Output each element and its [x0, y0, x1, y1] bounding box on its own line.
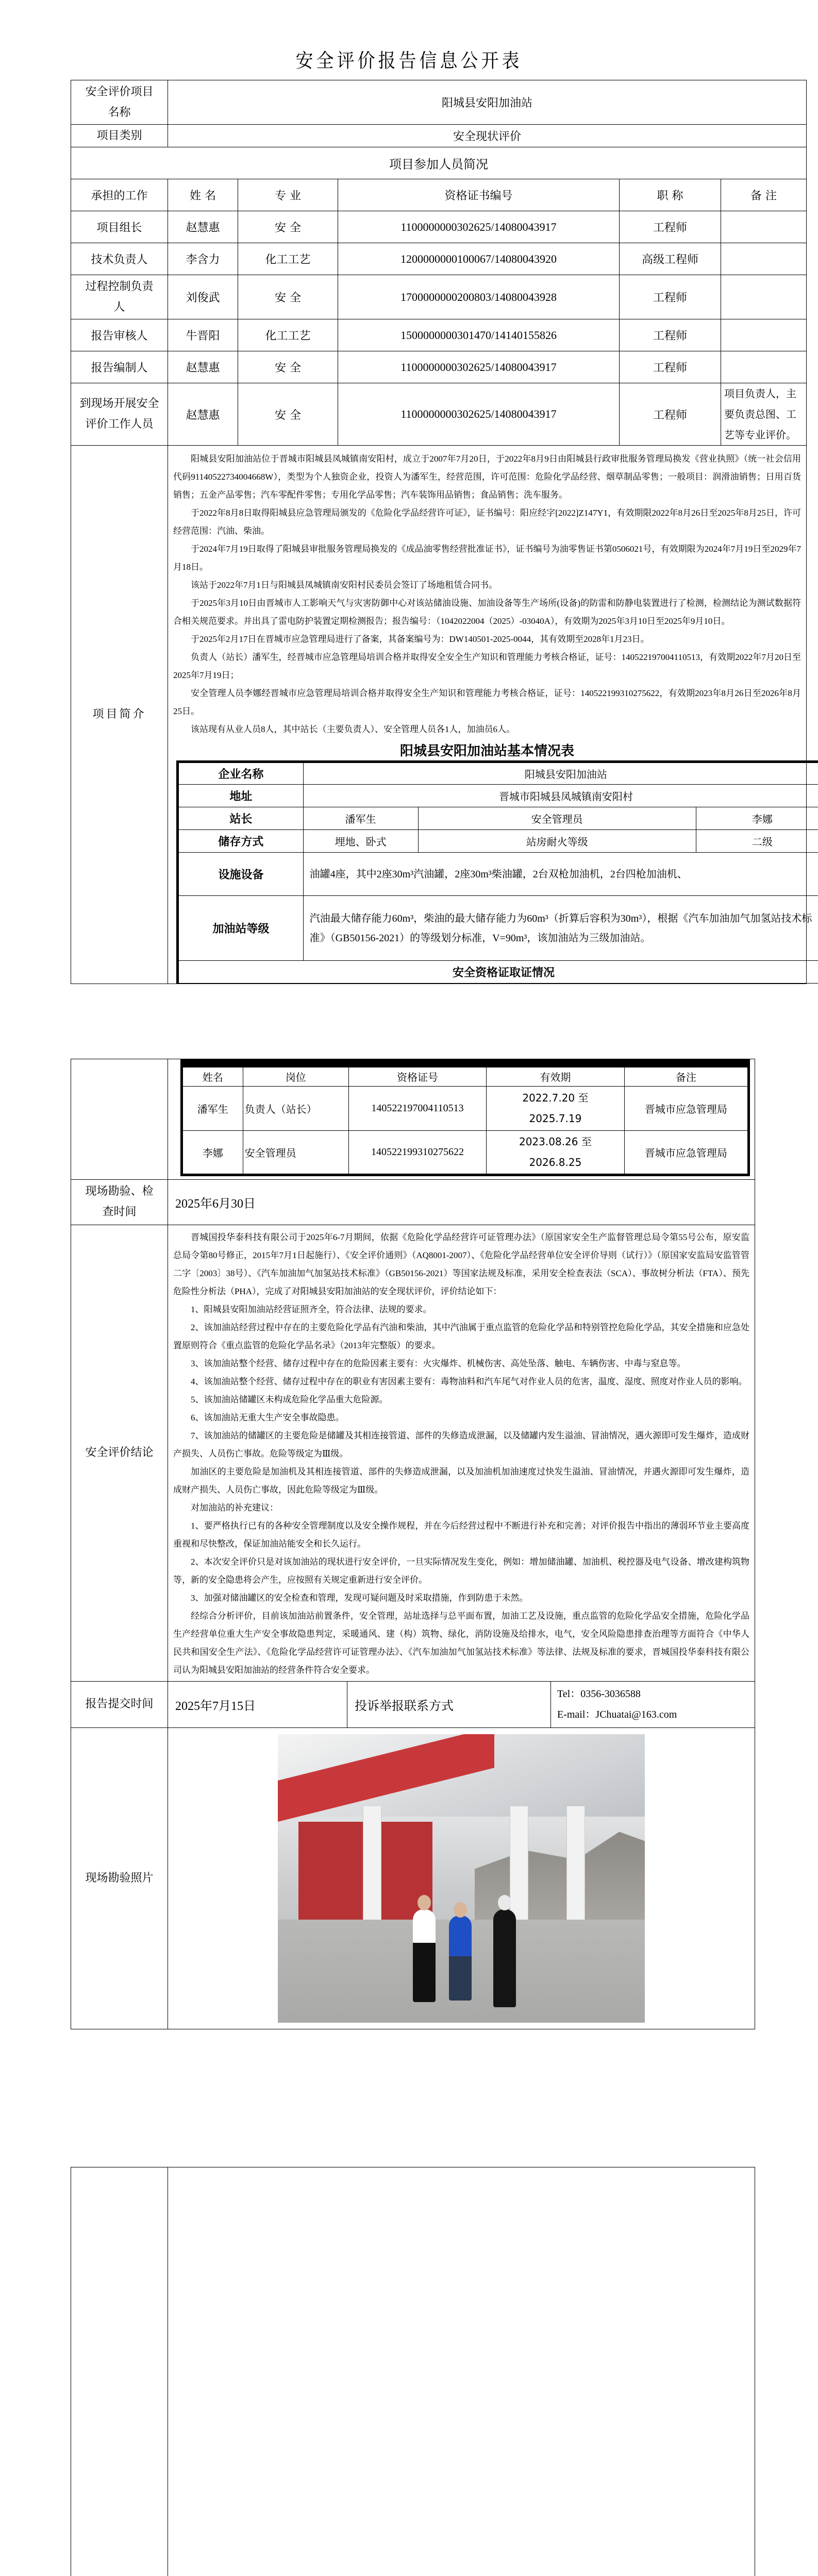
contact-email: E-mail：JChuatai@163.com	[557, 1704, 755, 1725]
grade-value: 汽油最大储存能力60m³，柴油的最大储存能力为60m³（折算后容积为30m³），根据《汽车加油加气加氢站技术标准》（GB50156-2021）的等级划分标准，V=90m³，该加油站为三级加油站。	[303, 896, 818, 961]
cert-header-cert: 资格证号	[348, 1063, 486, 1086]
personnel-row	[71, 351, 807, 383]
row-cert: 1200000000100067/14080043920	[338, 243, 620, 275]
row-role: 报告审核人	[71, 319, 168, 351]
row-major: 化工工艺	[238, 243, 338, 275]
row-cert: 1700000000200803/14080043928	[338, 275, 620, 319]
row-cert: 1500000000301470/14140155826	[338, 319, 620, 351]
company-value: 阳城县安阳加油站	[303, 762, 818, 785]
row-name: 牛晋阳	[168, 319, 238, 351]
conclusion-row	[71, 1225, 755, 1681]
header-cert: 资格证书编号	[338, 179, 620, 211]
cert-header-row	[182, 1063, 749, 1086]
cert-note: 晋城市应急管理局	[624, 1130, 748, 1175]
personnel-row	[71, 243, 807, 275]
blank-content-cell	[168, 2167, 755, 2576]
fire-rating-label: 站房耐火等级	[418, 830, 696, 853]
blank-label-cell	[71, 2167, 168, 2576]
conclusion-content	[168, 1225, 755, 1681]
cert-valid-to: 2026.8.25	[487, 1152, 624, 1173]
row-role: 到现场开展安全评价工作人员	[71, 383, 168, 446]
row-role: 技术负责人	[71, 243, 168, 275]
person-head	[454, 1902, 467, 1918]
inspection-label: 现场勘验、检查时间	[71, 1179, 168, 1225]
basic-info-table	[176, 760, 818, 984]
row-major: 安 全	[238, 275, 338, 319]
cert-name: 潘军生	[182, 1086, 243, 1130]
address-label: 地址	[178, 785, 304, 807]
intro-paragraph: 于2025年2月17日在晋城市应急管理局进行了备案，其备案编号为：DW140501-2025-0044，其有效期至2028年1月23日。	[173, 630, 801, 648]
row-major: 安 全	[238, 351, 338, 383]
cert-valid-from: 2023.08.26 至	[487, 1131, 624, 1152]
intro-paragraph: 于2024年7月19日取得了阳城县审批服务管理局换发的《成品油零售经营批准证书》，证书编号为油零售证书第0506021号，有效期限为2024年7月19日至2029年7月18日。	[173, 540, 801, 576]
conclusion-paragraph: 1、要严格执行已有的各种安全管理制度以及安全操作规程，并在今后经营过程中不断进行补充和完善；对评价报告中指出的薄弱环节业主要高度重视和尽快整改，保证加油站能安全和长久运行。	[173, 1517, 749, 1553]
cert-number: 140522199310275622	[348, 1130, 486, 1175]
cert-valid	[487, 1086, 624, 1130]
intro-paragraph: 于2022年8月8日取得阳城县应急管理局颁发的《危险化学品经营许可证》，证书编号：阳应经字[2022]Z147Y1，有效期限2022年8月26日至2025年8月25日，许可经营范围：汽油、柴油。	[173, 504, 801, 540]
cert-header-post: 岗位	[243, 1063, 348, 1086]
row-title: 工程师	[620, 211, 721, 243]
fire-rating-value: 二级	[696, 830, 818, 853]
row-major: 化工工艺	[238, 319, 338, 351]
equipment-label: 设施设备	[178, 853, 304, 896]
grade-label: 加油站等级	[178, 896, 304, 961]
photo-label: 现场勘验照片	[71, 1727, 168, 2029]
document-title: 安全评价报告信息公开表	[0, 45, 818, 73]
row-title: 工程师	[620, 383, 721, 446]
address-value: 晋城市阳城县凤城镇南安阳村	[303, 785, 818, 807]
row-role: 过程控制负责人	[71, 275, 168, 319]
row-note	[721, 211, 807, 243]
row-role: 报告编制人	[71, 351, 168, 383]
cert-row	[182, 1086, 749, 1130]
row-cert: 1100000000302625/14080043917	[338, 383, 620, 446]
project-name-label: 安全评价项目名称	[71, 80, 168, 125]
person-black-shirt	[493, 1909, 516, 2007]
project-name-value: 阳城县安阳加油站	[168, 80, 807, 125]
row-name: 李含力	[168, 243, 238, 275]
cert-valid	[487, 1130, 624, 1175]
contact-tel: Tel：0356-3036588	[557, 1684, 755, 1704]
personnel-header-row	[71, 179, 807, 211]
header-role: 承担的工作	[71, 179, 168, 211]
cert-note: 晋城市应急管理局	[624, 1086, 748, 1130]
cert-valid-from: 2022.7.20 至	[487, 1088, 624, 1108]
cert-header-note: 备注	[624, 1063, 748, 1086]
intro-paragraph: 于2025年3月10日由晋城市人工影响天气与灾害防御中心对该站储油设施、加油设备等生产场所(设备)的防雷和防静电装置进行了检测，检测结论为测试数据符合相关规范要求。并出具了雷电防护装置定期检测报告；报告编号：（1042022004（2025）-03040A），有效期为2025年3月10日至2025年9月10日。	[173, 594, 801, 630]
conclusion-paragraph: 晋城国投华泰科技有限公司于2025年6-7月期间，依据《危险化学品经营许可证管理办法》（原国家安全生产监督管理总局令第55号公布，原安监总局令第80号修正，2015年7月1日起施行）、《安全评价通则》（AQ8001-2007）、《危险化学品经营单位安全评价导则（试行）》（原国家安监局安监管管二字〔2003〕38号）、《汽车加油加气加氢站技术标准》（GB50156-2021）等国家法规及标准，采用安全检查表法（SCA）、事故树分析法（FTA）、预先危险性分析法（PHA），完成了对阳城县安阳加油站的安全现状评价，评价结论如下：	[173, 1228, 749, 1300]
row-note: 项目负责人，主要负责总图、工艺等专业评价。	[721, 383, 807, 446]
person-white-shirt	[413, 1909, 436, 2002]
intro-paragraph: 该站于2022年7月1日与阳城县凤城镇南安阳村民委员会签订了场地租赁合同书。	[173, 576, 801, 594]
safety-officer-label: 安全管理员	[418, 807, 696, 830]
conclusion-paragraph: 加油区的主要危险是加油机及其相连接管道、部件的失修造成泄漏，以及加油机加油速度过快发生溢油、冒油情况，并遇火源即可发生爆炸，造成财产损失、人员伤亡事故，因此危险等级定为Ⅲ级。	[173, 1463, 749, 1499]
info-table	[71, 80, 807, 984]
site-photo	[278, 1734, 645, 2023]
person-head	[418, 1895, 431, 1910]
personnel-row	[71, 319, 807, 351]
cert-table	[180, 1059, 750, 1176]
row-title: 工程师	[620, 319, 721, 351]
row-note	[721, 275, 807, 319]
conclusion-paragraph: 3、该加油站整个经营、储存过程中存在的危险因素主要有：火灾爆炸、机械伤害、高处坠落、触电、车辆伤害、中毒与窒息等。	[173, 1354, 749, 1372]
intro-paragraph: 安全管理人员李娜经晋城市应急管理局培训合格并取得安全生产知识和管理能力考核合格证，证号：140522199310275622，有效期2023年8月26日至2026年8月25日。	[173, 684, 801, 720]
storage-label: 储存方式	[178, 830, 304, 853]
info-table-continued	[71, 1059, 755, 2029]
contact-info	[551, 1681, 755, 1727]
person-head	[498, 1895, 511, 1910]
row-name: 刘俊武	[168, 275, 238, 319]
equipment-value: 油罐4座，其中2座30m³汽油罐，2座30m³柴油罐，2台双枪加油机，2台四枪加油机、	[303, 853, 818, 896]
safety-officer-value: 李娜	[696, 807, 818, 830]
row-role: 项目组长	[71, 211, 168, 243]
project-category-label: 项目类别	[71, 125, 168, 147]
pillar	[566, 1806, 585, 1930]
basic-table-title: 阳城县安阳加油站基本情况表	[173, 740, 801, 759]
cert-section-title: 安全资格证取证情况	[178, 961, 818, 984]
row-name: 赵慧惠	[168, 351, 238, 383]
cert-post: 安全管理员	[243, 1130, 348, 1175]
intro-content	[168, 446, 807, 984]
conclusion-paragraph: 6、该加油站无重大生产安全事故隐患。	[173, 1409, 749, 1427]
submission-value: 2025年7月15日	[168, 1681, 347, 1727]
conclusion-paragraph: 5、该加油站储罐区未构成危险化学品重大危险源。	[173, 1391, 749, 1409]
company-label: 企业名称	[178, 762, 304, 785]
row-major: 安 全	[238, 383, 338, 446]
row-title: 高级工程师	[620, 243, 721, 275]
cert-row	[182, 1130, 749, 1175]
personnel-row	[71, 275, 807, 319]
row-cert: 1100000000302625/14080043917	[338, 351, 620, 383]
row-note	[721, 243, 807, 275]
intro-row	[71, 446, 807, 984]
conclusion-paragraph: 经综合分析评价，目前该加油站前置条件，安全管理，站址选择与总平面布置，加油工艺及设施，重点监管的危险化学品安全措施，危险化学品生产经营单位重大生产安全事故隐患判定，采暖通风、建（构）筑物、绿化，消防设施及给排水，电气，安全风险隐患排查治理等方面符合《中华人民共和国安全生产法》、《危险化学品经营许可证管理办法》、《汽车加油加气加氢站技术标准》等法律、法规及标准的要求，晋城国投华泰科技有限公司认为阳城县安阳加油站的经营条件符合安全要求。	[173, 1607, 749, 1679]
row-name: 赵慧惠	[168, 383, 238, 446]
manager-value: 潘军生	[303, 807, 418, 830]
intro-paragraph: 阳城县安阳加油站位于晋城市阳城县凤城镇南安阳村，成立于2007年7月20日，于2022年8月9日由阳城县行政审批服务管理局换发《营业执照》（统一社会信用代码91140522734004668W），类型为个人独资企业，投资人为潘军生，经营范围，许可范围：危险化学品经营、烟草制品零售；一般项目：润滑油销售；日用百货销售；五金产品零售；汽车零配件零售；专用化学品零售；汽车装饰用品销售；食品销售；洗车服务。	[173, 450, 801, 504]
row-title: 工程师	[620, 275, 721, 319]
row-note	[721, 351, 807, 383]
conclusion-label: 安全评价结论	[71, 1225, 168, 1681]
row-note	[721, 319, 807, 351]
header-note: 备 注	[721, 179, 807, 211]
blank-table	[71, 2167, 755, 2576]
intro-paragraph: 负责人（站长）潘军生，经晋城市应急管理局培训合格并取得安全安全生产知识和管理能力考核合格证，证号：140522197004110513，有效期2022年7月20日至2025年7月19日；	[173, 648, 801, 684]
manager-label: 站长	[178, 807, 304, 830]
pillar	[510, 1806, 528, 1930]
row-title: 工程师	[620, 351, 721, 383]
photo-cell	[168, 1727, 755, 2029]
project-category-value: 安全现状评价	[168, 125, 807, 147]
personnel-row	[71, 383, 807, 446]
cert-valid-to: 2025.7.19	[487, 1108, 624, 1129]
row-name: 赵慧惠	[168, 211, 238, 243]
cert-number: 140522197004110513	[348, 1086, 486, 1130]
cert-header-name: 姓名	[182, 1063, 243, 1086]
conclusion-paragraph: 1、阳城县安阳加油站经营证照齐全，符合法律、法规的要求。	[173, 1300, 749, 1318]
conclusion-paragraph: 7、该加油站的储罐区的主要危险是储罐及其相连接管道、部件的失修造成泄漏，以及储罐内发生溢油、冒油情况，遇火源即可发生爆炸，造成财产损失、人员伤亡事故。危险等级定为Ⅲ级。	[173, 1427, 749, 1463]
intro-label: 项目简介	[71, 446, 168, 984]
row-cert: 1100000000302625/14080043917	[338, 211, 620, 243]
row-major: 安 全	[238, 211, 338, 243]
conclusion-paragraph: 2、本次安全评价只是对该加油站的现状进行安全评价，一旦实际情况发生变化，例如：增加储油罐、加油机、税控器及电气设备、增改建构筑物等，新的安全隐患将会产生，应按照有关规定重新进行安全评价。	[173, 1553, 749, 1589]
cert-post: 负责人（站长）	[243, 1086, 348, 1130]
header-title: 职 称	[620, 179, 721, 211]
conclusion-paragraph: 对加油站的补充建议：	[173, 1499, 749, 1517]
cert-table-cell	[168, 1059, 755, 1180]
inspection-value: 2025年6月30日	[168, 1179, 755, 1225]
intro-paragraph: 该站现有从业人员8人，其中站长（主要负责人）、安全管理人员各1人，加油员6人。	[173, 720, 801, 738]
submission-label: 报告提交时间	[71, 1681, 168, 1727]
personnel-row	[71, 211, 807, 243]
storage-value: 埋地、卧式	[303, 830, 418, 853]
header-major: 专 业	[238, 179, 338, 211]
conclusion-paragraph: 4、该加油站整个经营、储存过程中存在的职业有害因素主要有：毒物油料和汽车尾气对作业人员的危害，温度、湿度、照度对作业人员的影响。	[173, 1372, 749, 1391]
personnel-section-title: 项目参加人员简况	[71, 147, 807, 179]
cert-header-valid: 有效期	[487, 1063, 624, 1086]
pillar	[363, 1806, 381, 1930]
conclusion-paragraph: 2、该加油站经营过程中存在的主要危险化学品有汽油和柴油，其中汽油属于重点监管的危险化学品和特别管控危险化学品，其安全措施和应急处置原则符合《重点监管的危险化学品名录》（2013年完整版）的要求。	[173, 1318, 749, 1354]
conclusion-paragraph: 3、加强对储油罐区的安全检查和管理，发现可疑问题及时采取措施，作到防患于未然。	[173, 1589, 749, 1607]
cert-table-label-cell	[71, 1059, 168, 1180]
header-name: 姓 名	[168, 179, 238, 211]
person-blue-jacket	[449, 1916, 472, 2001]
cert-name: 李娜	[182, 1130, 243, 1175]
contact-label: 投诉举报联系方式	[347, 1681, 551, 1727]
